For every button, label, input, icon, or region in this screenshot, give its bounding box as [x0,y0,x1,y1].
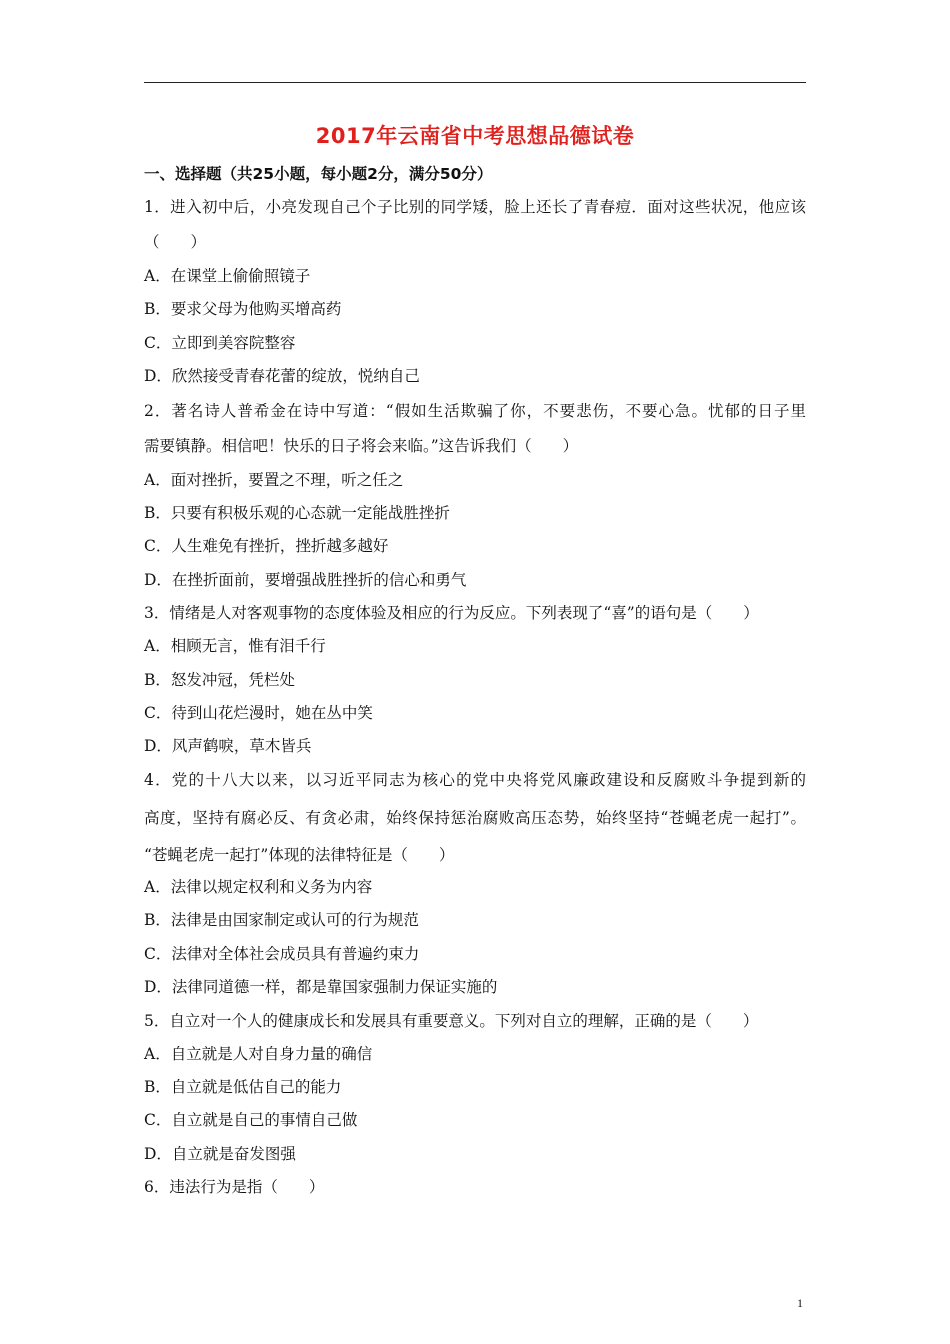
q1-option-a: A．在课堂上偷偷照镜子 [144,267,311,285]
q2-option-d: D．在挫折面前，要增强战胜挫折的信心和勇气 [144,571,467,589]
q1-option-d: D．欣然接受青春花蕾的绽放，悦纳自己 [144,367,420,385]
q4-stem-line-3: “苍蝇老虎一起打”体现的法律特征是（ ） [144,846,455,864]
q1-option-c: C．立即到美容院整容 [144,334,296,352]
q5-option-d: D．自立就是奋发图强 [144,1145,296,1163]
page-title: 2017年云南省中考思想品德试卷 [315,124,635,148]
q5-option-b: B．自立就是低估自己的能力 [144,1078,342,1096]
q4-option-a: A．法律以规定权利和义务为内容 [144,878,373,896]
q4-option-b: B．法律是由国家制定或认可的行为规范 [144,911,419,929]
q4-stem-line-1: 4．党的十八大以来，以习近平同志为核心的党中央将党风廉政建设和反腐败斗争提到新的 [144,771,806,789]
section-heading: 一、选择题（共25小题，每小题2分，满分50分） [144,165,493,183]
q4-option-c: C．法律对全体社会成员具有普遍约束力 [144,945,420,963]
header-rule [144,82,806,83]
q2-stem-line-1: 2．著名诗人普希金在诗中写道：“假如生活欺骗了你，不要悲伤，不要心急。忧郁的日子里 [144,402,806,420]
q4-option-d: D．法律同道德一样，都是靠国家强制力保证实施的 [144,978,498,996]
q2-option-b: B．只要有积极乐观的心态就一定能战胜挫折 [144,504,450,522]
q2-option-a: A．面对挫折，要置之不理，听之任之 [144,471,404,489]
q2-stem-line-2: 需要镇静。相信吧！快乐的日子将会来临。”这告诉我们（ ） [144,437,579,455]
q4-stem-line-2: 高度，坚持有腐必反、有贪必肃，始终保持惩治腐败高压态势，始终坚持“苍蝇老虎一起打”。 [144,809,806,827]
q1-stem-line-1: 1．进入初中后，小亮发现自己个子比别的同学矮，脸上还长了青春痘．面对这些状况，他应该 [144,198,806,216]
q2-option-c: C．人生难免有挫折，挫折越多越好 [144,537,389,555]
q1-option-b: B．要求父母为他购买增高药 [144,300,342,318]
q3-option-b: B．怒发冲冠，凭栏处 [144,671,295,689]
q5-option-c: C．自立就是自己的事情自己做 [144,1111,358,1129]
q5-stem: 5．自立对一个人的健康成长和发展具有重要意义。下列对自立的理解，正确的是（ ） [144,1012,759,1030]
q3-option-a: A．相顾无言，惟有泪千行 [144,637,326,655]
q3-option-c: C．待到山花烂漫时，她在丛中笑 [144,704,373,722]
page-number: 1 [797,1296,803,1310]
q5-option-a: A．自立就是人对自身力量的确信 [144,1045,373,1063]
q6-stem: 6．违法行为是指（ ） [144,1178,325,1196]
q3-option-d: D．风声鹤唳，草木皆兵 [144,737,312,755]
q3-stem: 3．情绪是人对客观事物的态度体验及相应的行为反应。下列表现了“喜”的语句是（ ） [144,604,759,622]
q1-stem-line-2: （ ） [144,233,207,251]
